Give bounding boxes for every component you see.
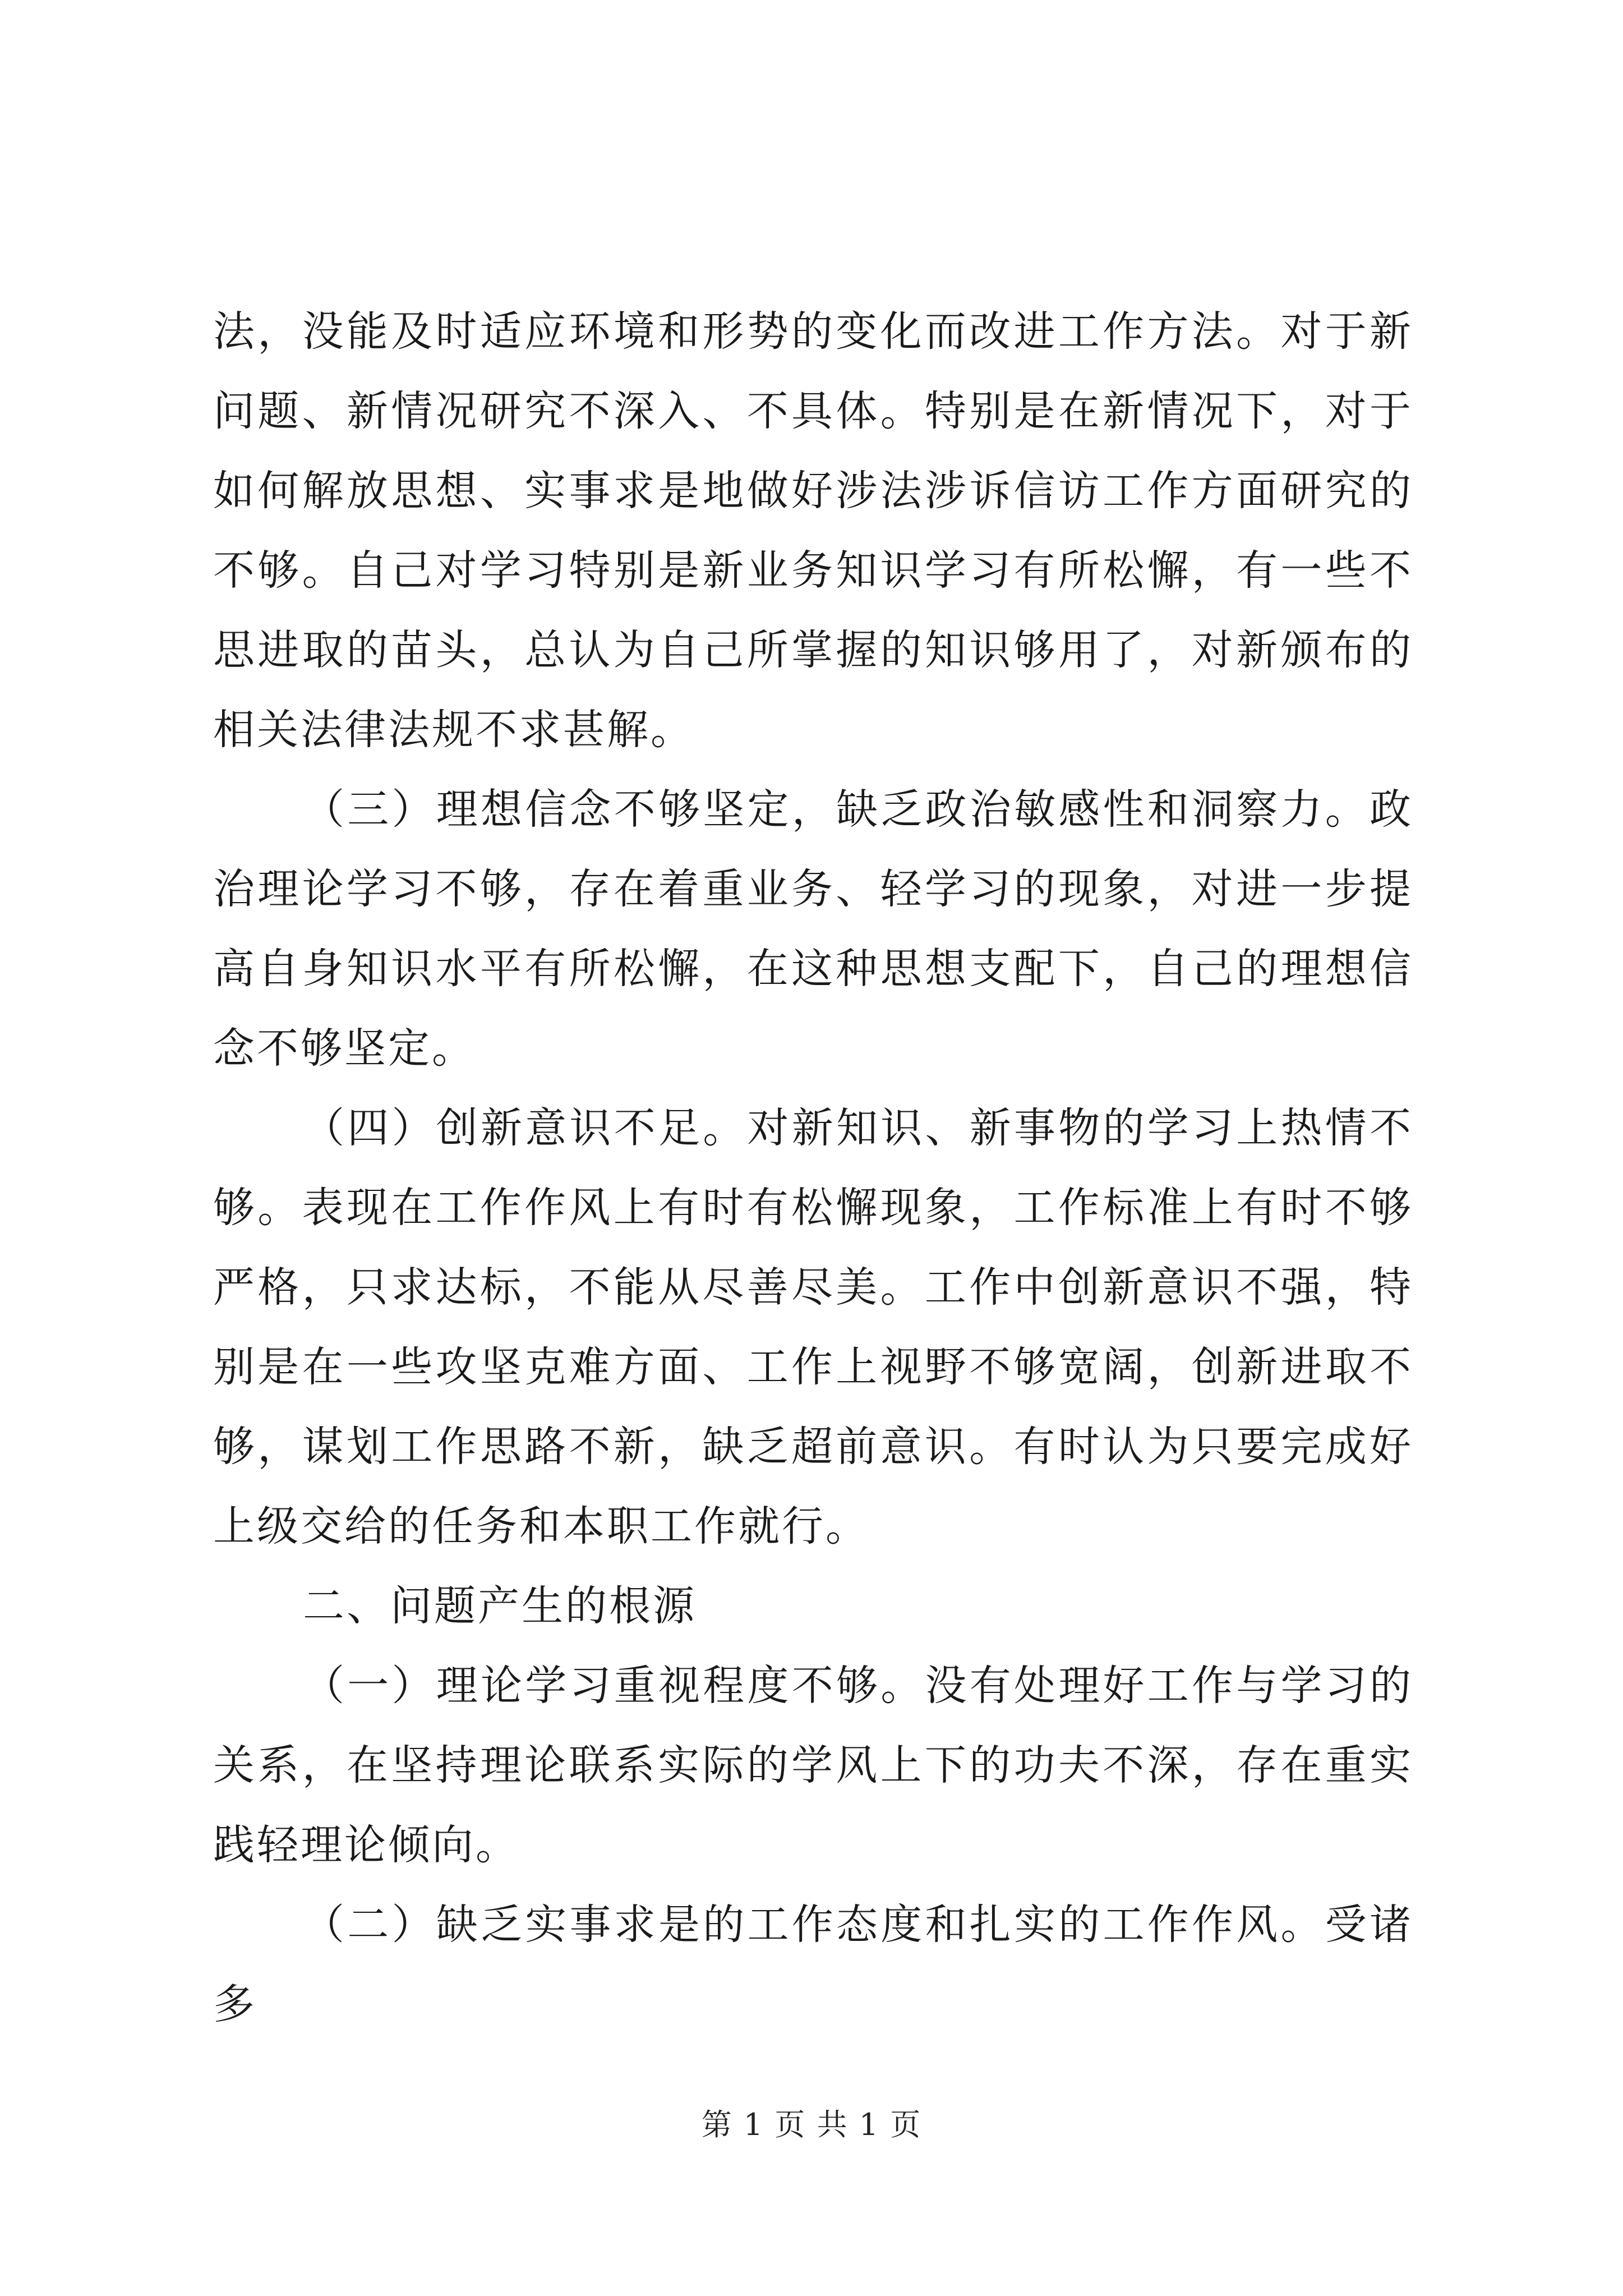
paragraph-section-4: （四）创新意识不足。对新知识、新事物的学习上热情不够。表现在工作作风上有时有松懈现象，工作标准上有时不够严格，只求达标，不能从尽善尽美。工作中创新意识不强，特别是在一些攻坚克难方面、工作上视野不够宽阔，创新进取不够，谋划工作思路不新，缺乏超前意识。有时认为只要完成好上级交给的任务和本职工作就行。 bbox=[213, 1104, 1413, 1550]
document-body bbox=[213, 292, 1413, 2044]
page-footer bbox=[0, 2101, 1623, 2144]
paragraph-cause-2: （二）缺乏实事求是的工作态度和扎实的工作作风。受诸多 bbox=[213, 1901, 1413, 2028]
paragraph-continuation: 法，没能及时适应环境和形势的变化而改进工作方法。对于新问题、新情况研究不深入、不具体。特别是在新情况下，对于如何解放思想、实事求是地做好涉法涉诉信访工作方面研究的不够。自己对学习特别是新业务知识学习有所松懈，有一些不思进取的苗头，总认为自己所掌握的知识够用了，对新颁布的相关法律法规不求甚解。 bbox=[213, 307, 1413, 754]
page-number-label: 第 1 页 共 1 页 bbox=[701, 2107, 922, 2142]
section-heading-root-causes: 二、问题产生的根源 bbox=[303, 1582, 697, 1630]
paragraph-cause-1: （一）理论学习重视程度不够。没有处理好工作与学习的关系，在坚持理论联系实际的学风上下的功夫不深，存在重实践轻理论倾向。 bbox=[213, 1662, 1413, 1869]
paragraph-section-3: （三）理想信念不够坚定，缺乏政治敏感性和洞察力。政治理论学习不够，存在着重业务、轻学习的现象，对进一步提高自身知识水平有所松懈，在这种思想支配下，自己的理想信念不够坚定。 bbox=[213, 785, 1413, 1073]
